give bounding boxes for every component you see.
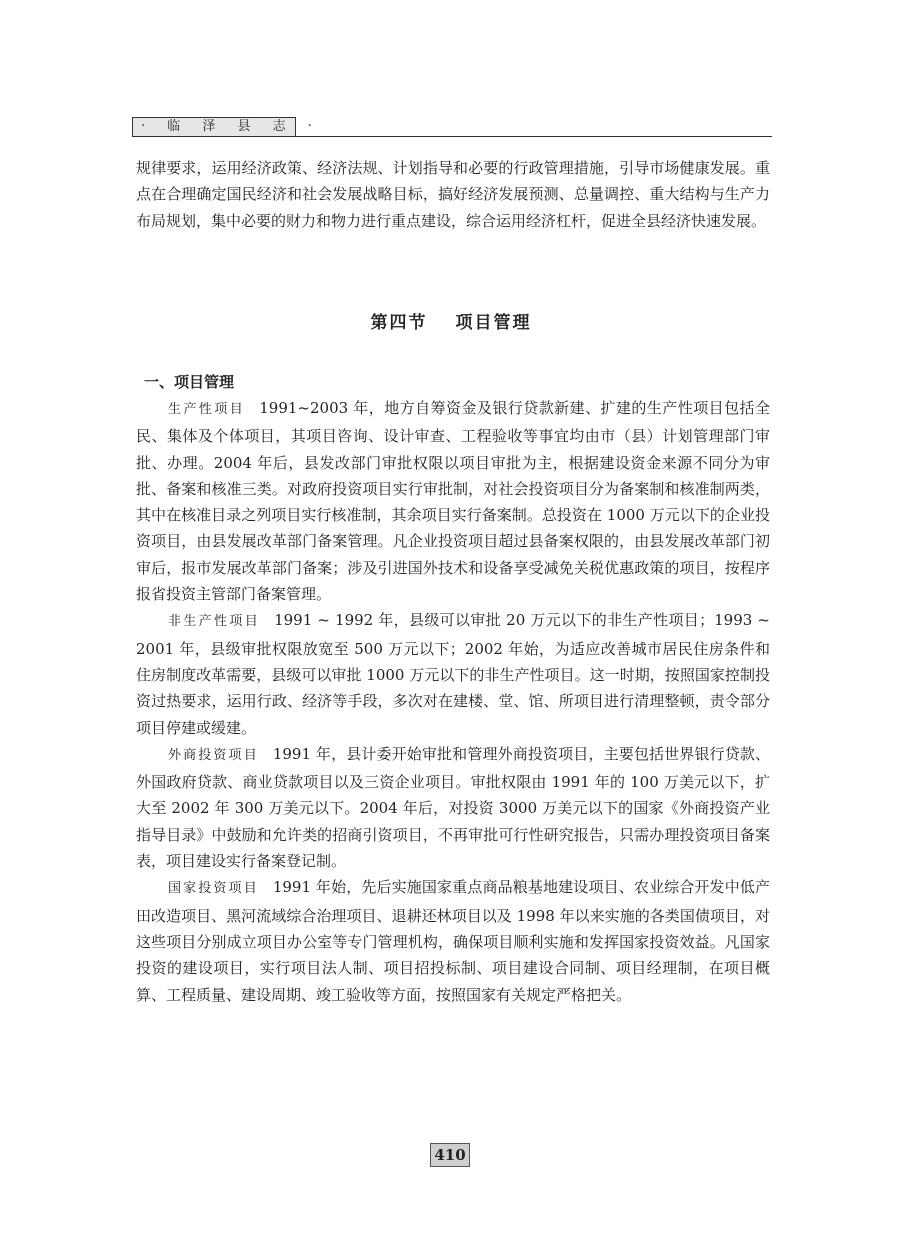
paragraph-state xyxy=(136,874,770,1007)
section-title: 项目管理 xyxy=(455,313,532,333)
page-body xyxy=(136,155,770,234)
term-nonproduction: 非生产性项目 xyxy=(168,614,261,630)
paragraph-production xyxy=(136,395,770,607)
term-state: 国家投资项目 xyxy=(168,881,259,897)
page-number: 410 xyxy=(430,1143,470,1167)
header-title: · 临 泽 县 志 · xyxy=(132,117,296,137)
text-production: 1991~2003 年，地方自筹资金及银行贷款新建、扩建的生产性项目包括全民、集体及个体项目，其项目咨询、设计审查、工程验收等事宜均由市（县）计划管理部门审批、办理。2004 年后，县发改部门审批权限以项目审批为主，根据建设资金来源不同分为审批、备案和核准三类。对政府投资项目实行审批制，对社会投资项目分为备案制和核准制两类，其中在核准目录之列项目实行核准制，其余项目实行备案制。总投资在 1000 万元以下的企业投资项目，由县发展改革部门备案管理。凡企业投资项目超过县备案权限的，由县发展改革部门初审后，报市发展改革部门备案；涉及引进国外技术和设备享受减免关税优惠政策的项目，按程序报省投资主管部门备案管理。 xyxy=(136,399,770,604)
paragraph-foreign xyxy=(136,741,770,874)
section-body xyxy=(136,369,770,1008)
section-heading xyxy=(0,308,902,333)
text-nonproduction: 1991 ~ 1992 年，县级可以审批 20 万元以下的非生产性项目；1993 ~ 2001 年，县级审批权限放宽至 500 万元以下；2002 年始，为适应改善城市居民住房条件和住房制度改革需要，县级可以审批 1000 万元以下的非生产性项目。这一时期，按照国家控制投资过热要求，运用行政、经济等手段，多次对在建楼、堂、馆、所项目进行清理整顿，责令部分项目停建或缓建。 xyxy=(136,611,770,737)
intro-paragraph: 规律要求，运用经济政策、经济法规、计划指导和必要的行政管理措施，引导市场健康发展。重点在合理确定国民经济和社会发展战略目标，搞好经济发展预测、总量调控、重大结构与生产力布局规划，集中必要的财力和物力进行重点建设，综合运用经济杠杆，促进全县经济快速发展。 xyxy=(136,159,770,230)
subsection-heading: 一、项目管理 xyxy=(144,373,235,391)
text-foreign: 1991 年，县计委开始审批和管理外商投资项目，主要包括世界银行贷款、外国政府贷款、商业贷款项目以及三资企业项目。审批权限由 1991 年的 100 万美元以下，扩大至 2002 年 300 万美元以下。2004 年后，对投资 3000 万美元以下的国家《外商投资产业指导目录》中鼓励和允许类的招商引资项目，不再审批可行性研究报告，只需办理投资项目备案表，项目建设实行备案登记制。 xyxy=(136,744,770,871)
term-foreign: 外商投资项目 xyxy=(168,747,259,763)
running-header xyxy=(132,117,772,139)
text-state: 1991 年始，先后实施国家重点商品粮基地建设项目、农业综合开发中低产田改造项目、黑河流域综合治理项目、退耕还林项目以及 1998 年以来实施的各类国债项目，对这些项目分别成立项目办公室等专门管理机构，确保项目顺利实施和发挥国家投资效益。凡国家投资的建设项目，实行项目法人制、项目招投标制、项目建设合同制、项目经理制，在项目概算、工程质量、建设周期、竣工验收等方面，按照国家有关规定严格把关。 xyxy=(136,878,770,1004)
section-number: 第四节 xyxy=(370,313,428,333)
term-production: 生产性项目 xyxy=(168,402,246,417)
paragraph-nonproduction xyxy=(136,607,770,740)
header-rule xyxy=(296,136,772,137)
